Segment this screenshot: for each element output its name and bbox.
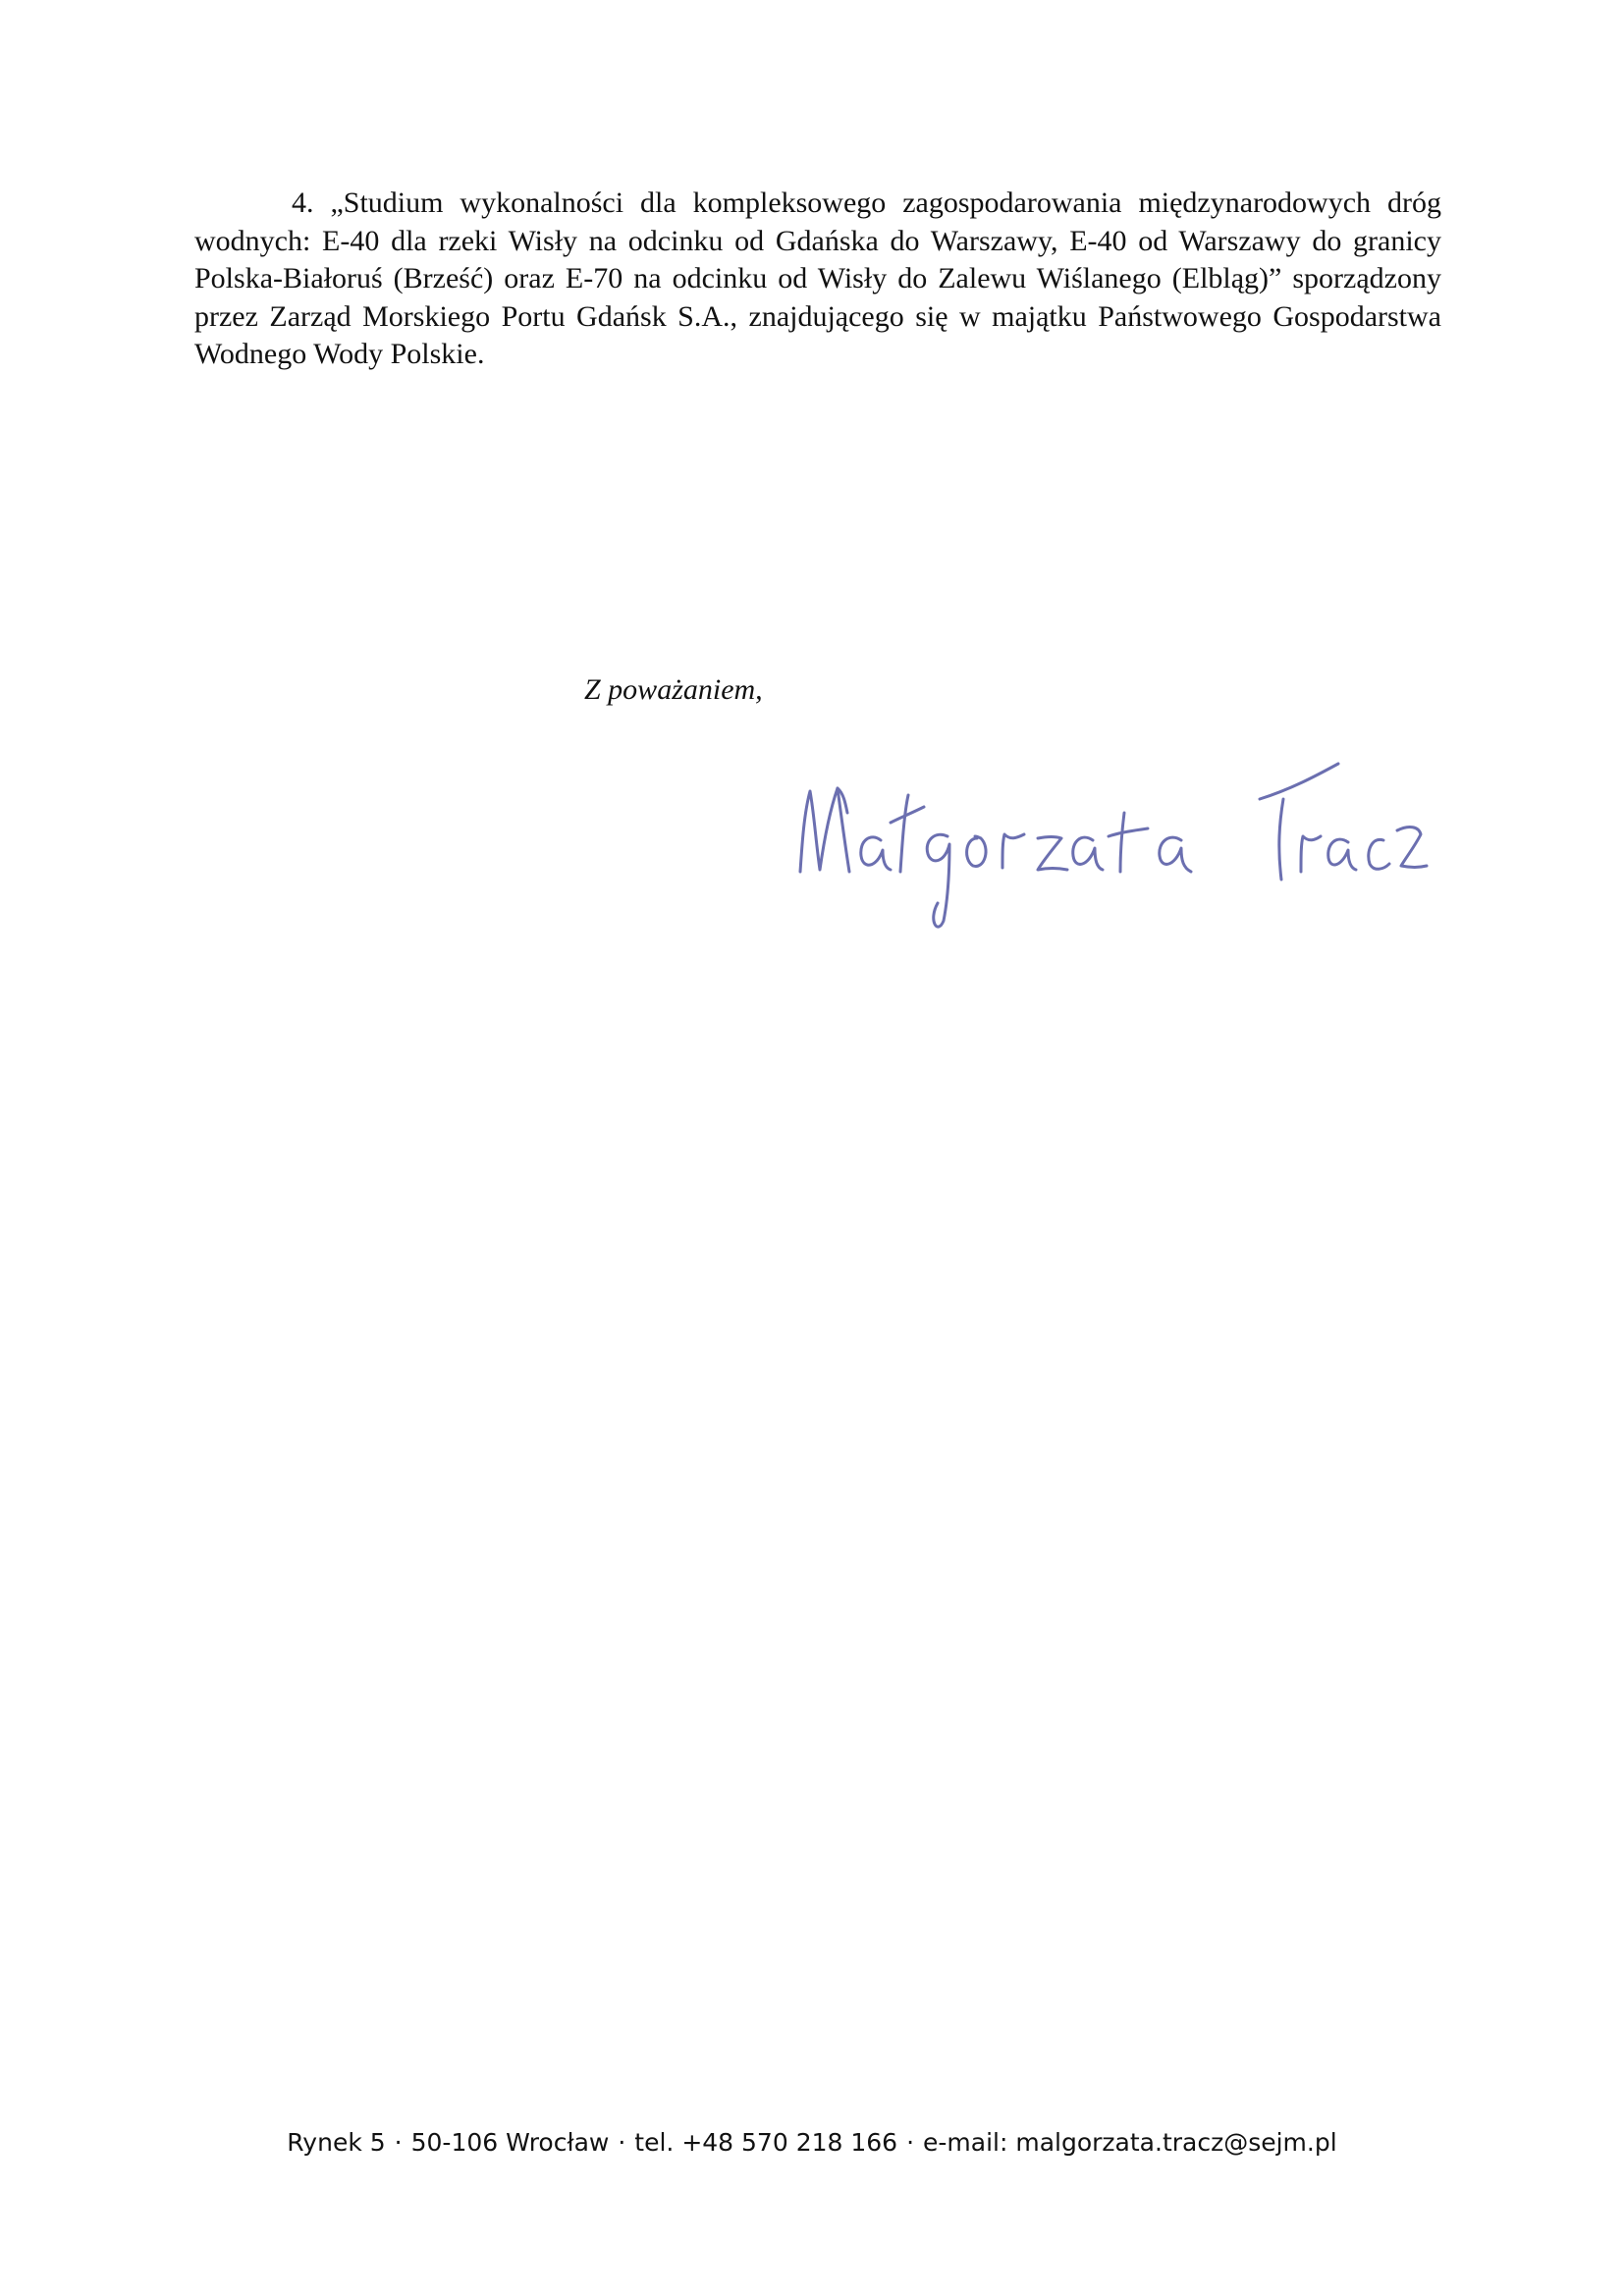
footer-contact	[0, 2128, 1624, 2157]
footer-separator: ·	[618, 2128, 626, 2157]
signature-drawing	[781, 734, 1429, 931]
footer-separator: ·	[394, 2128, 403, 2157]
footer-postal: 50-106 Wrocław	[410, 2128, 610, 2157]
footer-separator: ·	[906, 2128, 915, 2157]
handwritten-signature	[781, 734, 1429, 931]
footer-phone: tel. +48 570 218 166	[634, 2128, 898, 2157]
closing-salutation: Z poważaniem,	[584, 673, 763, 706]
body-paragraph: 4. „Studium wykonalności dla kompleksowego zagospodarowania międzynarodowych dróg wodnych: E-40 dla rzeki Wisły na odcinku od Gdańska do Warszawy, E-40 od Warszawy do granicy Polska-Białoruś (Brześć) oraz E-70 na odcinku od Wisły do Zalewu Wiślanego (Elbląg)” sporządzony przez Zarząd Morskiego Portu Gdańsk S.A., znajdującego się w majątku Państwowego Gospodarstwa Wodnego Wody Polskie.	[194, 187, 1441, 370]
footer-email: e-mail: malgorzata.tracz@sejm.pl	[923, 2128, 1337, 2157]
footer-address: Rynek 5	[287, 2128, 386, 2157]
